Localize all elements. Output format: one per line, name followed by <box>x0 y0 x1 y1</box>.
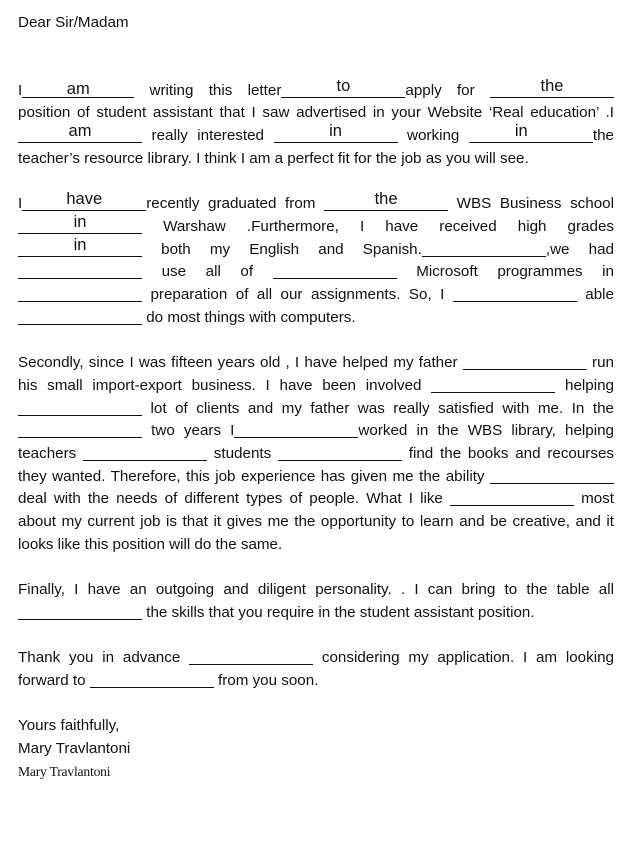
blank-field[interactable] <box>22 80 134 98</box>
spacer <box>18 625 614 648</box>
spacer <box>18 693 614 716</box>
text: preparation of all our assignments. So, I <box>142 286 453 304</box>
text: I <box>18 81 23 99</box>
text: position of student assistant that I saw advertised in your Website ‘Real education’ .I <box>18 104 614 122</box>
text: Microsoft programmes in <box>396 263 614 281</box>
paragraph-5 <box>18 647 614 692</box>
blank-field[interactable] <box>469 122 593 143</box>
text: writing this letter <box>134 81 282 99</box>
text: considering my application. I am looking forward to <box>18 649 614 689</box>
text: ,we had <box>545 240 614 258</box>
text: Secondly, since I was fifteen years old , I have helped my father <box>18 354 463 372</box>
spacer <box>18 35 614 80</box>
text: worked in the WBS library, helping teachers <box>18 422 614 462</box>
blank-field[interactable] <box>83 443 207 461</box>
text: WBS Business school <box>448 195 614 213</box>
text: two years I <box>142 422 235 440</box>
blank-field[interactable] <box>490 76 614 98</box>
blank-field[interactable] <box>453 284 577 302</box>
blank-field[interactable] <box>90 670 214 688</box>
answer-text: in <box>329 122 342 141</box>
answer-text: have <box>66 190 103 209</box>
closing: Yours faithfully, <box>18 717 120 735</box>
text: the skills that you require in the student assistant position. <box>142 603 535 621</box>
blank-field[interactable] <box>18 307 142 325</box>
blank-field[interactable] <box>18 122 142 143</box>
letter-document <box>18 12 614 781</box>
spacer <box>18 329 614 352</box>
blank-field[interactable] <box>18 261 142 279</box>
paragraph-2 <box>18 190 615 329</box>
blank-field[interactable] <box>431 375 555 393</box>
blank-field[interactable] <box>18 235 142 257</box>
text: Finally, I have an outgoing and diligent personality. . I can bring to the table all <box>18 581 614 599</box>
blank-field[interactable] <box>18 420 142 438</box>
text: apply for <box>405 81 490 99</box>
text: do most things with computers. <box>142 308 356 326</box>
blank-field[interactable] <box>422 239 546 257</box>
answer-text: am <box>66 79 90 98</box>
text: from you soon. <box>213 671 319 689</box>
text: find the books and recourses they wanted. Therefore, this job experience has given me the ability <box>18 444 615 485</box>
text: use all of <box>142 263 273 281</box>
text: students <box>207 444 278 462</box>
text: working <box>397 127 469 145</box>
blank-field[interactable] <box>274 122 398 143</box>
answer-text: to <box>336 76 351 95</box>
answer-text: the <box>540 76 564 95</box>
paragraph-1 <box>18 76 614 171</box>
blank-field[interactable] <box>490 466 614 484</box>
blank-field[interactable] <box>22 190 146 211</box>
text: both my English and Spanish. <box>142 240 422 258</box>
text: able <box>576 286 615 304</box>
answer-text: the <box>374 190 398 209</box>
spacer <box>18 556 614 579</box>
text: helping <box>555 376 614 394</box>
text: I <box>18 195 23 213</box>
blank-field[interactable] <box>18 398 142 416</box>
text: most about my current job is that it gives me the opportunity to learn and be creative, and it looks like this position will do the same. <box>18 490 614 553</box>
answer-text: in <box>73 235 87 254</box>
blank-field[interactable] <box>273 261 397 279</box>
blank-field[interactable] <box>18 284 142 302</box>
blank-field[interactable] <box>234 420 358 438</box>
blank-field[interactable] <box>324 190 448 211</box>
blank-field[interactable] <box>18 212 142 234</box>
text: Thank you in advance <box>18 649 190 667</box>
answer-text: am <box>68 122 92 141</box>
blank-field[interactable] <box>278 443 402 461</box>
text: lot of clients and my father was really satisfied with me. In the <box>142 399 614 417</box>
blank-field[interactable] <box>18 602 142 620</box>
answer-text: in <box>514 122 528 141</box>
answer-text: in <box>73 212 87 231</box>
blank-field[interactable] <box>450 488 574 506</box>
text: run his small import-export business. I have been involved <box>18 354 615 394</box>
blank-field[interactable] <box>463 352 587 370</box>
blank-field[interactable] <box>281 76 405 98</box>
signature-small: Mary Travlantoni <box>18 763 111 779</box>
blank-field[interactable] <box>189 647 313 665</box>
paragraph-3 <box>18 352 614 556</box>
text: Warshaw .Furthermore, I have received high grades <box>142 217 614 235</box>
text: deal with the needs of different types of people. What I like <box>18 490 450 508</box>
signature-name: Mary Travlantoni <box>18 740 131 758</box>
text: recently graduated from <box>146 195 325 213</box>
text: really interested <box>142 127 274 145</box>
text: the teacher’s resource library. I think I am a perfect fit for the job as you will see. <box>18 127 614 167</box>
greeting: Dear Sir/Madam <box>18 14 129 31</box>
paragraph-4 <box>18 579 614 624</box>
